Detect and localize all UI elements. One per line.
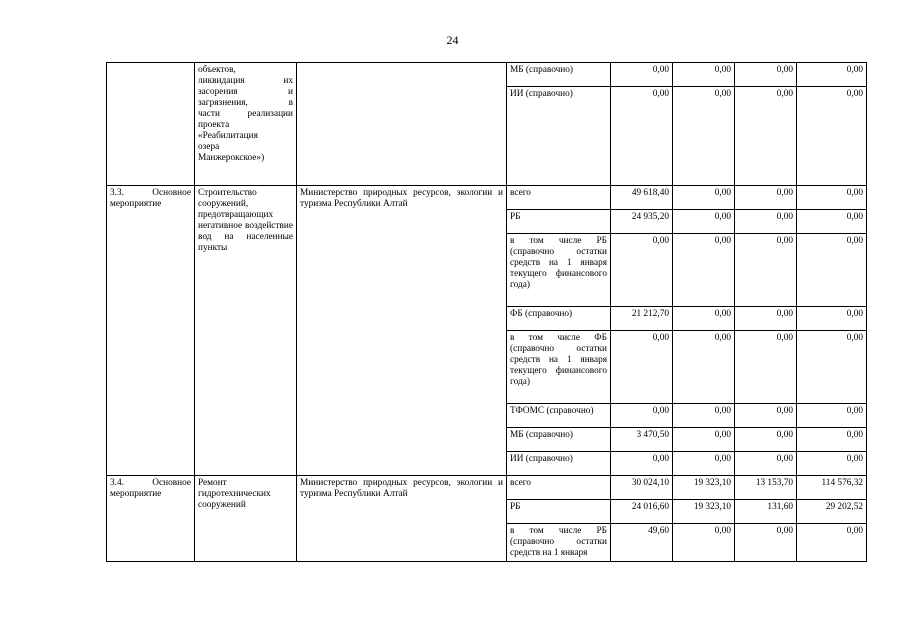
name-line: части реализации: [198, 109, 293, 119]
cell-value: 0,00: [735, 331, 797, 404]
cell-value: 0,00: [797, 428, 867, 452]
cell-value: 0,00: [735, 524, 797, 562]
cell-number: [107, 63, 195, 186]
cell-value: 0,00: [735, 63, 797, 87]
cell-value: 0,00: [673, 428, 735, 452]
cell-value: 0,00: [735, 428, 797, 452]
cell-measure-name: Ремонт гидротехнических сооружений: [195, 476, 297, 562]
cell-value: 0,00: [797, 186, 867, 210]
cell-value: 0,00: [797, 452, 867, 476]
cell-value: 0,00: [797, 524, 867, 562]
cell-value: 0,00: [673, 404, 735, 428]
cell-source: РБ: [507, 500, 611, 524]
cell-value: 0,00: [735, 404, 797, 428]
name-line: ликвидация их: [198, 76, 293, 86]
cell-source: всего: [507, 186, 611, 210]
cell-executor: [297, 63, 507, 186]
name-line: Манжерокское»): [198, 153, 265, 163]
cell-value: 0,00: [673, 234, 735, 307]
cell-value: 13 153,70: [735, 476, 797, 500]
cell-value: 0,00: [735, 87, 797, 186]
cell-source: в том числе РБ (справочно остатки средств на 1 января текущего финансового года): [507, 234, 611, 307]
cell-value: 0,00: [735, 307, 797, 331]
cell-value: 0,00: [673, 210, 735, 234]
cell-value: 24 935,20: [611, 210, 673, 234]
cell-value: 21 212,70: [611, 307, 673, 331]
cell-value: 0,00: [673, 63, 735, 87]
cell-value: 3 470,50: [611, 428, 673, 452]
cell-executor: Министерство природных ресурсов, экологии и туризма Республики Алтай: [297, 476, 507, 562]
cell-source: ИИ (справочно): [507, 87, 611, 186]
cell-value: 0,00: [673, 524, 735, 562]
cell-value: 49 618,40: [611, 186, 673, 210]
cell-measure-name: [195, 63, 297, 186]
cell-value: 0,00: [797, 404, 867, 428]
cell-value: 0,00: [797, 210, 867, 234]
cell-value: 19 323,10: [673, 500, 735, 524]
cell-measure-name: Строительство сооружений, предотвращающих негативное воздействие вод на населенные пункты: [195, 186, 297, 476]
cell-number: [107, 476, 195, 562]
cell-value: 49,60: [611, 524, 673, 562]
cell-value: 0,00: [797, 307, 867, 331]
cell-value: 0,00: [611, 452, 673, 476]
cell-value: 0,00: [735, 452, 797, 476]
cell-source: ИИ (справочно): [507, 452, 611, 476]
cell-value: 131,60: [735, 500, 797, 524]
cell-value: 0,00: [797, 331, 867, 404]
cell-value: 0,00: [611, 234, 673, 307]
table-row: [107, 63, 867, 87]
cell-value: 0,00: [735, 186, 797, 210]
cell-value: 0,00: [797, 87, 867, 186]
cell-source: МБ (справочно): [507, 428, 611, 452]
cell-value: 0,00: [611, 63, 673, 87]
cell-source: в том числе ФБ (справочно остатки средств на 1 января текущего финансового года): [507, 331, 611, 404]
page-number: 24: [446, 33, 459, 47]
cell-value: 19 323,10: [673, 476, 735, 500]
name-line: озера: [198, 142, 220, 152]
cell-number: [107, 186, 195, 476]
cell-value: 0,00: [673, 307, 735, 331]
measure-kind: мероприятие: [110, 199, 162, 209]
cell-value: 0,00: [673, 331, 735, 404]
cell-value: 0,00: [735, 234, 797, 307]
cell-source: ФБ (справочно): [507, 307, 611, 331]
cell-value: 0,00: [797, 63, 867, 87]
name-line: «Реабилитация: [198, 131, 258, 141]
cell-source: всего: [507, 476, 611, 500]
cell-value: 30 024,10: [611, 476, 673, 500]
cell-source: РБ: [507, 210, 611, 234]
cell-value: 0,00: [673, 452, 735, 476]
cell-value: 0,00: [611, 404, 673, 428]
cell-source: МБ (справочно): [507, 63, 611, 87]
cell-value: 0,00: [797, 234, 867, 307]
measure-kind: мероприятие: [110, 489, 162, 499]
cell-value: 0,00: [673, 186, 735, 210]
name-line: объектов,: [198, 65, 236, 75]
measure-number: 3.4. Основное: [110, 478, 191, 488]
budget-table: [106, 62, 867, 562]
name-line: загрязнения, в: [198, 98, 293, 108]
cell-value: 0,00: [673, 87, 735, 186]
cell-value: 0,00: [611, 87, 673, 186]
cell-value: 0,00: [611, 331, 673, 404]
cell-source: ТФОМС (справочно): [507, 404, 611, 428]
measure-number: 3.3. Основное: [110, 188, 191, 198]
cell-value: 24 016,60: [611, 500, 673, 524]
cell-value: 29 202,52: [797, 500, 867, 524]
cell-value: 114 576,32: [797, 476, 867, 500]
name-line: проекта: [198, 120, 230, 130]
cell-source: в том числе РБ (справочно остатки средств на 1 января: [507, 524, 611, 562]
name-line: засорения и: [198, 87, 293, 97]
cell-value: 0,00: [735, 210, 797, 234]
cell-executor: Министерство природных ресурсов, экологии и туризма Республики Алтай: [297, 186, 507, 476]
table-row: [107, 476, 867, 500]
table-row: [107, 186, 867, 210]
